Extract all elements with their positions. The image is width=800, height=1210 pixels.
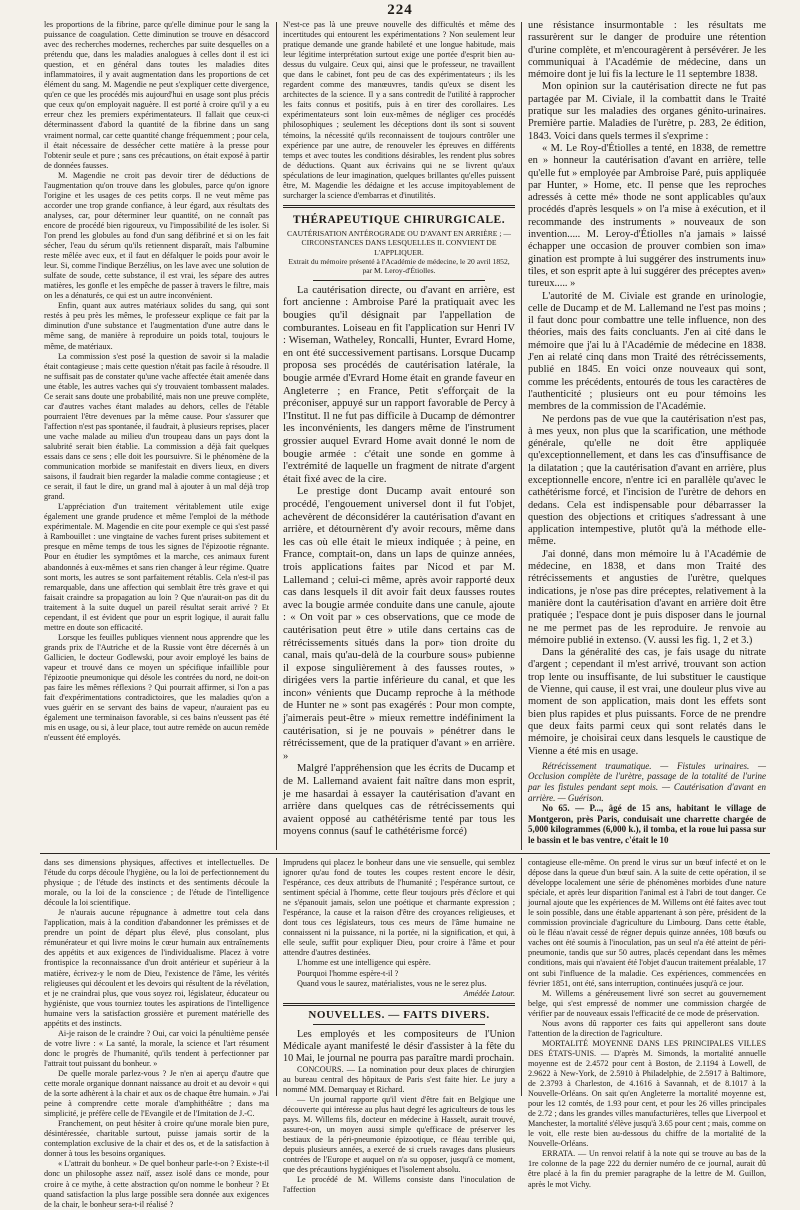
paragraph: Ne perdons pas de vue que la cautérisation n'est pas, à mes yeux, non plus que la scarification, une méthode générale, qu'elle ne doit être appliquée qu'exceptionnellement, et dans les cas d'insuffisance de la dilatation ; que la cautérisation d'avant en arrière, plus exceptionnelle encore, n'entre ici en parallèle qu'avec le cathétérisme forcé, et l'incision de l'urètre de dehors en dedans. Cela est indispensable pour débarrasser la question des objections et critiques s'adressant à une application intempestive, plutôt qu'à la méthode elle-même. — [528, 413, 766, 548]
paragraph: N'est-ce pas là une preuve nouvelle des difficultés et même des incertitudes qui entourent les expérimentations ? Non seulement leur pratique demande une grande habileté et une longue habitude, mais leur légitime interprétation surtout exige une portée d'esprit bien au-dessus du vulgaire. Ceux qui, ainsi que le professeur, ne travaillent que dans le cabinet, font peu de cas des expérimentateurs ; ils les regardent comme des manœuvres, tandis qu'eux se disent les architectes de la science. Il y a sans contredit de l'utilité à rapprocher les faits connus et positifs, puis à en tirer des corollaires. Les expérimentateurs sont loin eux-mêmes de négliger ces procédés philosophiques ; seulement les déceptions dont ils sont si souvent témoins, la nécessité qu'ils reconnaissent de toujours contrôler une expérience par une autre, de renouveler les épreuves en différents temps et avec toutes les conditions désirables, les rendent plus sobres de déductions. Quant aux écrivains qui ne se livrent qu'aux spéculations de leur imagination, quelques brillantes qu'elles puissent être, M. Magendie les dédaigne et les accuse impitoyablement de surcharger la science d'embarras et d'inutilités. — [283, 20, 515, 200]
column-top-right — [528, 20, 766, 850]
paragraph: De quelle morale parlez-vous ? Je n'en ai aperçu d'autre que cette morale organique donnant naissance au droit et au devoir « qui de la sorte adhèrent à la chair et aux os de chaque être humain. » J'ai peine à comprendre cette morale d'amphithéâtre ; dans ma simplicité, je préfère celle de l'Evangile et de l'Imitation de J.-C. — [44, 1068, 269, 1119]
column-bottom-right — [528, 858, 766, 1189]
section-title: THÉRAPEUTIQUE CHIRURGICALE. — [292, 213, 506, 226]
paragraph: L'appréciation d'un traitement véritablement utile exige également une grande prudence et même l'emploi de la méthode expérimentale. M. Magendie en cite pour exemple ce qui s'est passé à Rambouillet : une vingtaine de vaches furent prises subitement et presque en même temps de tous les signes de l'épizootie régnante. Pour en étudier les symptômes et la marche, ces animaux furent abandonnés à eux-mêmes et sans rien changer à leur régime. Quatre sont morts, les autres se sont parfaitement rétablis. Cela n'est-il pas remarquable, dans une affection qui semblait être très grave et qui faisait craindre sa propagation au loin ? Que n'aurait-on pas dit du traitement à la suite duquel un pareil résultat serait arrivé ? Et cependant, il est évident que pour un esprit logique, il aurait fallu mettre en doute son efficacité. — [44, 502, 269, 632]
paragraph: contagieuse elle-même. On prend le virus sur un bœuf infecté et on le dépose dans la queue d'un bœuf sain. A la suite de cette opération, il se développe localement une série de phénomènes morbides d'une nature spéciale, et après leur disparition l'animal est à l'abri de tout danger. Ce journal ajoute que les expériences de M. Willems ont été faites avec tout le soin possible, dans une étable appartenant à son père, président de la commission provinciale d'agriculture du Limbourg. Dans cette étable, où le fléau n'avait cessé de régner depuis quinze années, 108 bœufs ou vaches ont été soumis à l'inoculation, pas un seul n'a été atteint de péri-pneumonie, tandis que sur 50 autres, placés cependant dans les mêmes conditions, mais qui n'avaient été l'objet d'aucun traitement préalable, 17 ont subi l'influence de la maladie. Ces expériences, commencées en février 1851, ont été, sans interruption, continuées jusqu'à ce jour. — [528, 858, 766, 988]
paragraph: Imprudens qui placez le bonheur dans une vie sensuelle, qui semblez ignorer qu'au fond de toutes les coupes restent encore le désir, l'espérance, ces deux attributs de l'humanité ; l'espérance surtout, ce sentiment spécial à l'homme, cette fleur toujours près d'éclore et qui ne s'épanouit jamais, selon une poétique et charmante expression ; l'espérance, la cause et la raison d'être des croyances religieuses, et dont tous ces législateurs, tous ces meurs de l'âme humaine ne connaissent ni la puissance, ni la portée, ni la signification, et qui, à elle seule, suffit pour expliquer Dieu, pour croire à l'âme et pour attendre d'autres destinées. — [283, 858, 515, 958]
column-top-middle — [283, 20, 515, 850]
paragraph: Nous avons dû rapporter ces faits qui appelleront sans doute l'attention de la direction de l'agriculture. — [528, 1018, 766, 1038]
news-paragraph: Les employés et les compositeurs de l'Union Médicale ayant manifesté le désir d'assister à la fête du 10 Mai, le journal ne pourra pas paraître mardi prochain. — [283, 1028, 515, 1064]
news-title: NOUVELLES. — FAITS DIVERS. — [308, 1008, 490, 1021]
paragraph: J'ai donné, dans mon mémoire lu à l'Académie de médecine, en 1838, et dans mon Traité des rétrécissements et angusties de l'urètre, quelques indications, je n'ose pas dire préceptes, relativement à la manière dont la cautérisation d'avant en arrière doit être pratiquée ; l'espace dont je puis disposer dans le journal ne me permet pas de les reproduire. Je renvoie au mémoire publié in extenso. (V. aussi les fig. 1, 2 et 3.) — [528, 548, 766, 646]
paragraph: dans ses dimensions physiques, affectives et intellectuelles. De l'étude du corps découle l'hygiène, ou la loi de perfectionnement du physique ; de l'étude des instincts et des sentiments découle la morale, ou la loi de la conscience ; de l'étude de l'intelligence découle la loi scientifique. — [44, 858, 269, 908]
article-extract: Extrait du mémoire présenté à l'Académie de médecine, le 20 avril 1852, par M. Leroy-d'Étiolles. — [288, 257, 510, 276]
column-bottom-middle — [283, 858, 515, 1195]
short-rule — [313, 1024, 485, 1025]
paragraph: L'homme est une intelligence qui espère. — [297, 958, 431, 968]
news-paragraph: CONCOURS. — La nomination pour deux places de chirurgien au bureau central des hôpitaux de Paris s'est faite hier. Le jury a nommé MM. Demarquay et Richard. — [283, 1064, 515, 1094]
paragraph: une résistance insurmontable : les résultats me rassurèrent sur le danger de produire une rétention d'urine complète, et m'encouragèrent à persévérer. Je les communiquai à l'Académie de médecine, dans un mémoire dont je lui fis la lecture le 11 septembre 1838. — [528, 20, 766, 81]
paragraph: Malgré l'appréhension que les écrits de Ducamp et de M. Lallemand avaient fait naître dans mon esprit, je me hasardai à essayer la cautérisation d'avant en arrière dans quelques cas de rétrécissements qui avaient opposé au cathétérisme tenté par tous les moyens connus (sauf le cathétérisme forcé) — [283, 763, 515, 838]
paragraph: Dans la généralité des cas, je fais usage du nitrate d'argent ; cependant il m'est arrivé, trouvant son action trop lente ou insuffisante, de lui substituer le caustique de Vienne, qui cause, il est vrai, une douleur plus vive au moment de son application, mais dont les effets sont bien plus rapides et plus puissants. Force de ne prendre que deux faits parmi ceux qui sont relatés dans le mémoire, je choisirai ceux dans lesquels le caustique de Vienne a été mis en usage. — [528, 647, 766, 757]
paragraph: Ai-je raison de le craindre ? Oui, car voici la pénultième pensée de votre livre : « La santé, la morale, la science et l'art résument donc le progrès de l'humanité, qu'ils tendent à perfectionner par l'attrait tout puissant du bonheur. » — [44, 1028, 269, 1068]
quotation: « M. Le Roy-d'Étiolles a tenté, en 1838, de remettre en » honneur la cautérisation d'avant en arrière, telle qu'elle fut » employée par Ambroise Paré, puis appliquée par Hunter, » Home, etc. Il pense que les reproches adressés à cette mé» thode ne sont applicables qu'aux procédés d'après lesquels » on l'a mise à exécution, et il recommande des instruments » nouveaux de son invention..... M. Leroy-d'Étiolles n'a jamais » laissé échapper une occasion de prouver combien son ima» gination est prompte à lui suggérer des instruments inu» tiles, et son esprit apte à lui suggérer des préceptes aven» tureux..... » — [528, 142, 766, 290]
news-paragraph: Le procédé de M. Willems consiste dans l'inoculation de l'affection — [283, 1175, 515, 1195]
column-top-left — [44, 20, 269, 850]
paragraph: MORTALITÉ MOYENNE DANS LES PRINCIPALES VILLES DES ÉTATS-UNIS. — D'après M. Simonds, la mortalité annuelle moyenne est de 2.4572 pour cent à Boston, de 2.1194 à Lowell, de 2.9622 à New-York, de 2.5910 à Philadelphie, de 2.5917 à Baltimore, de 2.3793 à Charleston, de 4.1616 à Savannah, et de 8.1017 à la Nouvelle-Orléans. On sait qu'en Angleterre la mortalité moyenne est, pour les 12 comtés, de 1.93 pour cent, et pour les 26 villes principales de 2.72 ; dans les grandes villes manufacturières, telles que Liverpool et Manchester, la mortalité s'élève jusqu'à 3.65 pour cent ; mais, comme on le voit, elle reste bien au-dessous du chiffre de la mortalité de la Nouvelle-Orléans. — [528, 1038, 766, 1149]
paragraph: « L'attrait du bonheur. » De quel bonheur parle-t-on ? Existe-t-il donc un philosophe assez naïf, assez isolé dans ce monde, pour croire à ce mythe, à cette abstraction qu'on nomme le bonheur ? Et quand satisfaction la plus large possible sera donnée aux exigences de la chair, le bonheur sera-t-il réalisé ? — [44, 1159, 269, 1209]
paragraph: Je n'aurais aucune répugnance à admettre tout cela dans l'application, mais à la condition d'abandonner les prémisses et de prendre un point de départ plus élevé, plus consolant, plus rémunérateur et qui livre moins le cœur humain aux entraînements des appétits et aux exigences de l'individualisme. Placez à votre frontispice la reconnaissance d'un droit antérieur et supérieur à la matière, écrivez-y le nom de Dieu, l'existence de l'âme, les vérités religieuses qui découlent et les devoirs qui résultent de la révélation, et je ne craindrai plus, que vous soyez roi, législateur, éducateur ou hygiéniste, que vous tourniez toutes les aspirations de l'intelligence humaine vers la satisfaction grossière et purement matérielle des appétits et des instincts. — [44, 908, 269, 1028]
paragraph: M. Willems a généreusement livré son secret au gouvernement belge, qui s'est empressé de nommer une commission chargée de vérifier par de nouveaux essais l'efficacité de ce mode de préservation. — [528, 988, 766, 1018]
column-divider — [521, 858, 522, 1096]
paragraph: les proportions de la fibrine, parce qu'elle diminue pour le sang la puissance de coagulation. Cette diminution se trouve en désaccord avec des recherches modernes, recherches par suite desquelles on a prétendu que, dans les maladies analogues à celles dont il est ici question, et en général dans toutes les maladies dites inflammatoires, il y avait augmentation dans les proportions de cet élément du sang. M. Magendie ne peut s'expliquer cette divergence, qu'en ce que les procédés mis aujourd'hui en usage sont plus précis que ceux qu'on employait naguère. Il est porté à croire qu'il y a eu erreur chez les premiers expérimentateurs. Il fallait que ceux-ci déterminassent d'abord la quantité de la fibrine dans un sang vraiment normal, car cette quantité change fréquemment ; pour cela, il était nécessaire de dessécher cette matière à la presse pour l'obtenir seule et pure ; sans ces précautions, on était exposé à partir de données fausses. — [44, 20, 269, 170]
section-rule — [283, 1003, 515, 1006]
column-bottom-left — [44, 858, 269, 1209]
paragraph: M. Magendie ne croit pas devoir tirer de déductions de l'augmentation qu'on trouve dans les globules, parce qu'on ignore l'origine et les usages de ces petits corps. Il ne veut même pas accorder une trop grande confiance, à leur égard, aux résultats des analyses, car, pour déterminer leur quantité, on ne connaît pas encore de procédé bien rigoureux, vu l'impossibilité de les isoler. Si l'on prend les globules au fond d'un sang défibriné et si on les fait sécher, l'eau du sérum qu'ils retiennent disparaît, mais l'albumine reste mêlée avec eux, et il faut en défalquer le poids pour avoir le leur. Si, comme l'indique Berzélius, on les lave avec une solution de sulfate de soude, cette substance, il est vrai, les sépare des autres matières, les gonfle et les empêche de passer à travers le filtre, mais on les a dénaturés, ce qui est un autre inconvénient. — [44, 170, 269, 301]
paragraph: Lorsque les feuilles publiques viennent nous apprendre que les grands prix de l'Autriche et de la Russie vont être décernés à un Gallicien, le docteur Godlewski, pour avoir employé les bains de vapeur et trouvé dans ce moyen un spécifique infaillible pour l'épizootie pneumonique qui désole les contrées du nord, ne doit-on pas faire les mêmes réflexions ? Qui pourrait affirmer, si l'on a pas fait d'expérimentations contradictoires, que les maladies qu'on a vues guérir en se servant des bains de vapeur, n'auraient pas eu également une terminaison favorable, si ces bains n'eussent pas été mis en usage, ou si, à leur place, tout autre remède on aucun remède n'eussent été employés. — [44, 632, 269, 743]
news-paragraph: — Un journal rapporte qu'il vient d'être fait en Belgique une découverte qui intéresse au plus haut degré les agriculteurs de tous les pays. M. Willems fils, docteur en médecine à Hasselt, aurait trouvé, assure-t-on, un moyen aussi simple qu'efficace de préserver les bestiaux de la péri-pneumonie épizootique, ce fléau terrible qui, depuis plusieurs années, a exercé de si cruels ravages dans plusieurs contrées de l'Europe et auquel on n'a su opposer, jusqu'à ce moment, que des précautions hygiéniques et l'isolement absolu. — [283, 1094, 515, 1175]
paragraph: La cautérisation directe, ou d'avant en arrière, est fort ancienne : Ambroise Paré la pratiquait avec les bougies qu'il désignait par l'appellation de comburantes. Loiseau en fit l'application sur Henri IV : Wiseman, Watheley, Roncalli, Hunter, Evrard Home, en ont été successivement partisans. Lorsque Ducamp proposa ses procédés de cautérisation latérale, la bougie armée d'Evrard Home était en grande faveur en Angleterre ; en France, Petit s'efforçait de la préconiser, appuyé sur un rapport favorable de Percy à l'Institut. Il ne fut pas difficile à Ducamp de démontrer les inconvénients, les dangers même de l'instrument grossier auquel Evrard Home avait donné le nom de bougie armée : c'était une sonde en gomme à l'extrémité de laquelle un fragment de nitrate d'argent était fixé avec de la cire. — [283, 284, 515, 485]
article-subtitle: CAUTÉRISATION ANTÉROGRADE OU D'AVANT EN ARRIÈRE ; — CIRCONSTANCES DANS LESQUELLES IL CONVIENT DE L'APPLIQUER. — [287, 228, 511, 257]
column-divider — [276, 858, 277, 1096]
paragraph: Pourquoi l'homme espère-t-il ? — [297, 968, 399, 978]
paragraph: L'autorité de M. Civiale est grande en urinologie, celle de Ducamp et de M. Lallemand ne l'est pas moins ; il faut donc pour combattre une telle influence, non des théories, mais des faits concluants. J'en ai cité dans le mémoire que j'ai lu à l'Académie de médecine en 1838. J'en ai relaté cinq dans mon Traité des rétrécissements, publié en 1845. En voici onze nouveaux qui sont, comme les précédents, entourés de tous les caractères de l'authenticité ; plusieurs ont eu pour témoins les membres de la commission de l'Académie. — [528, 290, 766, 413]
paragraph: Mon opinion sur la cautérisation directe ne fut pas partagée par M. Civiale, il la combattit dans le Traité pratique sur les maladies des organes génito-urinaires. Première partie. Maladies de l'urètre, p. 283, 2e édition, 1843. Voici dans quels termes il s'exprime : — [528, 81, 766, 142]
case-title: Rétrécissement traumatique. — Fistules urinaires. — Occlusion complète de l'urètre, passage de la totalité de l'urine par les fistules pendant sept mois. — Cautérisation d'avant en arrière. — Guérison. — [528, 760, 766, 803]
column-divider — [521, 22, 522, 850]
section-rule — [283, 205, 515, 208]
paragraph: La commission s'est posé la question de savoir si la maladie était contagieuse ; mais cette question n'était pas facile à résoudre. Il ne suffisait pas de constater qu'une vache affectée était amenée dans une étable, les autres vaches qui s'y trouvaient tombassent malades. Ce serait sans doute une probabilité, mais non une preuve complète, car d'autres vaches étant malades au dehors, celles de l'étable pourraient l'être devenues par la même cause. Pour s'assurer que l'affection n'est pas spontanée, il faudrait, à plusieurs reprises, placer une vache malade au milieu d'un troupeau dans un pays dont la salubrité serait bien établie. La commission a déjà fait quelques essais dans ce sens ; elle doit les poursuivre. Si le phénomène de la communication morbide se manifestait en divers lieux, en divers saisons, il faudrait bien regarder la maladie comme contagieuse ; et ce serait, il faut le dire, un grand mal à ajouter à un mal déjà trop grand. — [44, 351, 269, 502]
page-horizontal-rule — [40, 853, 770, 854]
paragraph: Franchement, on peut hésiter à croire qu'une morale bien pure, désintéressée, charitable surtout, puisse jamais sortir de la contemplation exclusive de la chair et des os, et de la satisfaction à donner à tous les besoins organiques. — [44, 1119, 269, 1159]
errata: ERRATA. — Un renvoi relatif à la note qui se trouve au bas de la 1re colonne de la page 222 du dernier numéro de ce journal, aurait dû être placé à la fin du premier paragraphe de la lettre de M. Guillon, après le mot Vichy. — [528, 1149, 766, 1189]
paragraph: Le prestige dont Ducamp avait entouré son procédé, l'engouement universel dont il fut l'objet, achevèrent de déconsidérer la cautérisation d'avant en arrière, et détournèrent d'y avoir recours, même dans les cas où elle était le mieux indiquée ; à peine, en France, comptait-on, dans un laps de quinze années, trois applications faites par Nicod et par M. Lallemand ; celui-ci même, après avoir rapporté deux cas dans lesquels il dit avoir fait deux fausses routes avec la bougie armée conduite dans une canule, ajoute : « On voit par » ces observations, que ce mode de cautérisation peut être » utile dans certains cas de rétrécissements situés dans la por» tion droite du canal, mais qu'au-delà de la courbure sous» pubienne il expose singulièrement à des fausses routes, » dirigées vers la partie inférieure du canal, et que les incon» vénients que Ducamp reproche à la méthode de Hunter ne » sont pas exagérés : Pour mon compte, j'aimerais peut-être » mieux remettre indéfiniment la cautérisation, si je ne pouvais » pénétrer dans le rétrécissement, que de la pratiquer d'avant » en arrière. » — [283, 486, 515, 762]
paragraph: Enfin, quant aux autres matériaux solides du sang, qui sont restés à peu près les mêmes, le professeur explique ce fait par la diminution d'une substance et l'augmentation d'une autre dans le même sang, de manière à reproduire un poids total, toujours le même, de matériaux. — [44, 301, 269, 351]
page-number: 224 — [387, 2, 413, 18]
signature: Amédée Latour. — [463, 988, 515, 998]
short-rule — [313, 280, 485, 281]
case-text: No 65. — P..., âgé de 15 ans, habitant le village de Montgeron, près Paris, conduisait une charrette chargée de 5,000 kilogrammes (6,000 k.), il tomba, et la roue lui passa sur le bassin et le bas ventre, c'était le 10 — [528, 803, 766, 845]
column-divider — [276, 22, 277, 850]
paragraph: Quand vous le saurez, matérialistes, vous ne le serez plus. — [297, 978, 487, 988]
